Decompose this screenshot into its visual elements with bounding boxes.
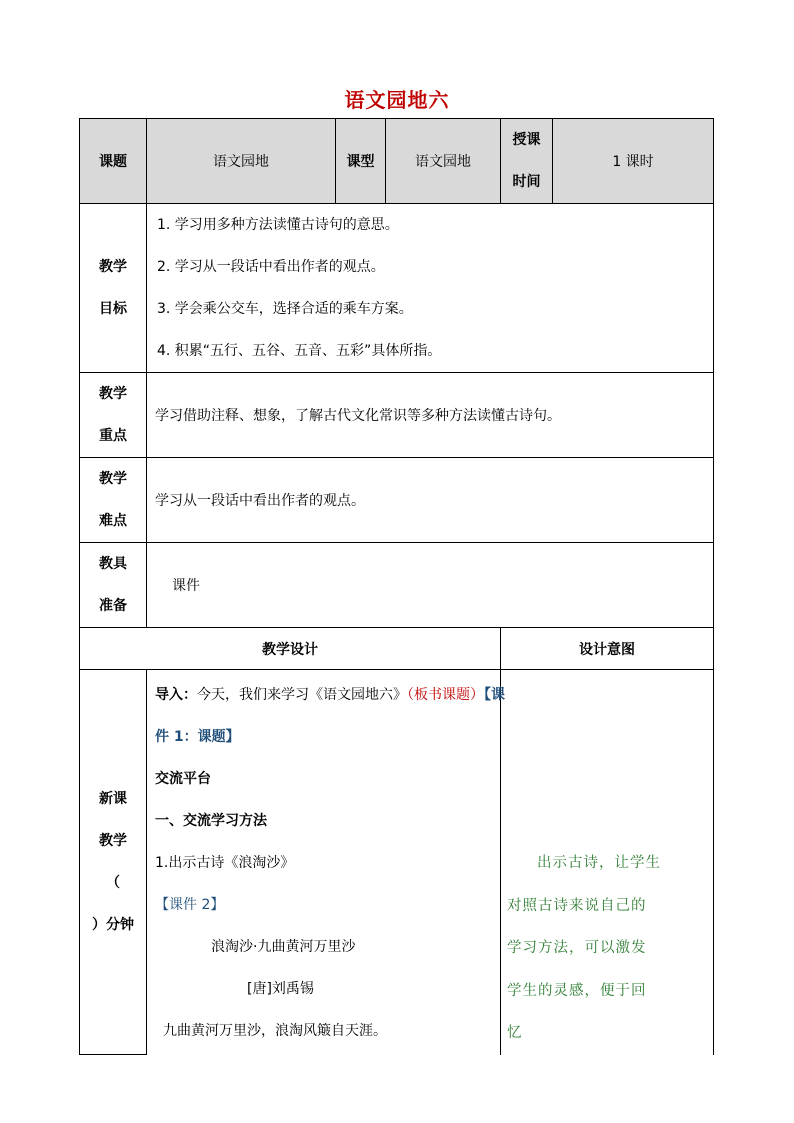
design-header: 教学设计 [80, 628, 501, 670]
step-line: 1.出示古诗《浪淘沙》 [155, 855, 295, 871]
key-points-text: 学习借助注释、想象，了解古代文化常识等多种方法读懂古诗句。 [147, 373, 714, 458]
difficulties-row [80, 458, 714, 543]
intent-header: 设计意图 [501, 628, 714, 670]
design-header-row [80, 628, 714, 670]
topic-label: 课题 [80, 119, 147, 204]
platform-heading: 交流平台 [155, 771, 211, 787]
type-value: 语文园地 [386, 119, 501, 204]
topic-value: 语文园地 [147, 119, 336, 204]
type-label: 课型 [336, 119, 386, 204]
objectives-label: 教学 目标 [80, 204, 147, 373]
objectives-row [80, 204, 714, 373]
new-lesson-row [80, 670, 714, 1055]
intro-cue: 件 1：课题】 [155, 729, 240, 745]
time-label-line1: 授课 [512, 132, 541, 148]
design-content [147, 670, 505, 1055]
intent-line: 对照古诗来说自己的 [507, 897, 647, 914]
difficulties-text: 学习从一段话中看出作者的观点。 [147, 458, 714, 543]
difficulties-label: 教学 难点 [80, 458, 147, 543]
materials-row [80, 543, 714, 628]
cue-line: 【课件 2】 [155, 897, 225, 913]
key-points-row [80, 373, 714, 458]
intent-line: 学生的灵感，便于回 [507, 982, 647, 999]
materials-label: 教具 准备 [80, 543, 147, 628]
intent-line: 忆 [507, 1025, 523, 1041]
section-label: 新课 教学 （ ）分钟 [80, 670, 147, 1055]
lesson-plan-table [79, 118, 714, 1055]
objective-item: 3. 学会乘公交车，选择合适的乘车方案。 [157, 301, 413, 317]
objectives-list [147, 204, 714, 373]
objective-item: 1. 学习用多种方法读懂古诗句的意思。 [157, 217, 399, 233]
section-heading: 一、交流学习方法 [155, 813, 267, 829]
objective-item: 4. 积累“五行、五谷、五音、五彩”具体所指。 [157, 343, 442, 359]
intro-line: 导入：今天，我们来学习《语文园地六》（板书课题）【课 [155, 687, 505, 703]
poem-line: 九曲黄河万里沙，浪淘风簸自天涯。 [163, 1023, 387, 1039]
key-points-label: 教学 重点 [80, 373, 147, 458]
intent-content [501, 670, 714, 1055]
header-row [80, 119, 714, 204]
time-label [501, 119, 553, 204]
poem-author: [唐]刘禹锡 [247, 981, 314, 997]
page-title: 语文园地六 [344, 88, 450, 112]
time-value: 1 课时 [553, 119, 714, 204]
intent-line: 学习方法，可以激发 [507, 940, 647, 956]
materials-text: 课件 [147, 543, 714, 628]
intent-line: 出示古诗，让学生 [537, 855, 661, 871]
objective-item: 2. 学习从一段话中看出作者的观点。 [157, 259, 385, 275]
time-label-line2: 时间 [512, 174, 541, 190]
poem-title: 浪淘沙·九曲黄河万里沙 [211, 939, 356, 955]
